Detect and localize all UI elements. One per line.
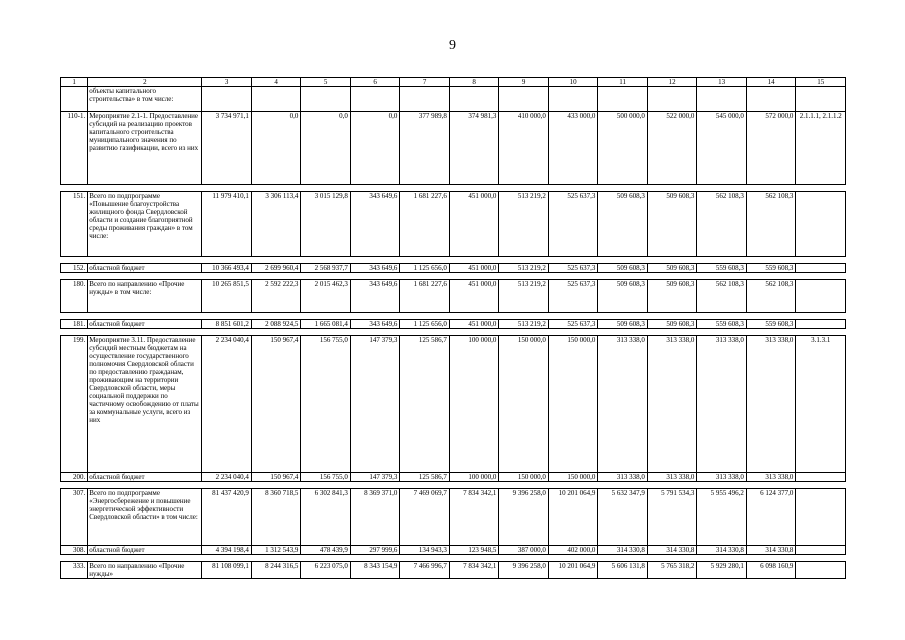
row-reference [796, 489, 846, 546]
row-value: 562 108,3 [697, 280, 747, 313]
row-gap [61, 313, 846, 320]
row-value: 314 330,8 [697, 546, 747, 555]
row-value: 8 369 371,0 [350, 489, 400, 546]
row-gap-cell [61, 185, 846, 192]
row-value: 6 223 075,0 [301, 562, 351, 579]
row-value: 11 979 410,1 [202, 192, 252, 257]
column-header: 3 [202, 78, 252, 87]
row-value: 559 608,3 [697, 264, 747, 273]
row-value: 559 608,3 [697, 320, 747, 329]
row-value: 81 437 420,9 [202, 489, 252, 546]
row-reference [796, 87, 846, 112]
row-value: 433 000,0 [548, 112, 598, 185]
row-value: 100 000,0 [449, 473, 499, 482]
row-gap-cell [61, 482, 846, 489]
row-value: 9 396 258,0 [499, 562, 549, 579]
row-value: 125 586,7 [400, 473, 450, 482]
row-description: объекты капитального строительства» в том числе: [88, 87, 202, 112]
row-value: 5 632 347,9 [598, 489, 648, 546]
row-value: 150 000,0 [499, 336, 549, 473]
row-value: 451 000,0 [449, 264, 499, 273]
row-value: 2 234 040,4 [202, 336, 252, 473]
row-value: 513 219,2 [499, 320, 549, 329]
row-value: 150 967,4 [251, 336, 301, 473]
row-value: 3 734 971,1 [202, 112, 252, 185]
column-header: 15 [796, 78, 846, 87]
row-description: областной бюджет [88, 546, 202, 555]
row-value: 559 608,3 [746, 264, 796, 273]
row-value: 8 851 601,2 [202, 320, 252, 329]
row-value: 513 219,2 [499, 280, 549, 313]
row-value: 0,0 [251, 112, 301, 185]
row-value: 410 000,0 [499, 112, 549, 185]
row-reference [796, 280, 846, 313]
row-reference [796, 264, 846, 273]
row-number: 180. [61, 280, 88, 313]
row-gap [61, 329, 846, 336]
row-value: 1 125 656,0 [400, 264, 450, 273]
row-description: Мероприятие 3.11. Предоставление субсидий местным бюджетам на осуществление государственного полномочия Свердловской области по предоставлению гражданам, проживающим на территории Свердловской области, меры социальной поддержки по частичному освобождению от платы за коммунальные услуги, всего из них [88, 336, 202, 473]
row-value: 314 330,8 [598, 546, 648, 555]
budget-table [60, 77, 846, 579]
row-value: 562 108,3 [746, 192, 796, 257]
row-value: 123 948,5 [449, 546, 499, 555]
row-value: 313 338,0 [647, 336, 697, 473]
row-value: 5 929 280,1 [697, 562, 747, 579]
row-value: 156 755,0 [301, 336, 351, 473]
row-description: областной бюджет [88, 320, 202, 329]
row-value: 313 338,0 [647, 473, 697, 482]
row-value: 134 943,3 [400, 546, 450, 555]
column-header: 1 [61, 78, 88, 87]
row-gap-cell [61, 313, 846, 320]
row-value: 509 608,3 [647, 192, 697, 257]
column-header: 13 [697, 78, 747, 87]
row-value: 509 608,3 [598, 280, 648, 313]
row-value: 6 098 160,9 [746, 562, 796, 579]
row-number: 200. [61, 473, 88, 482]
header-row [61, 78, 846, 87]
row-value: 525 637,3 [548, 280, 598, 313]
row-value: 150 967,4 [251, 473, 301, 482]
row-value: 10 201 064,9 [548, 562, 598, 579]
row-description: Мероприятие 2.1-1. Предоставление субсидий на реализацию проектов капитального строительства муниципального значения по развитию газификации, всего из них [88, 112, 202, 185]
row-number: 199. [61, 336, 88, 473]
row-value: 509 608,3 [647, 264, 697, 273]
page-number: 9 [449, 38, 456, 53]
row-value: 100 000,0 [449, 336, 499, 473]
row-gap-cell [61, 273, 846, 280]
row-value: 451 000,0 [449, 192, 499, 257]
row-value: 509 608,3 [598, 264, 648, 273]
row-value: 156 755,0 [301, 473, 351, 482]
row-value [202, 87, 252, 112]
row-value: 5 955 496,2 [697, 489, 747, 546]
row-value: 313 338,0 [697, 473, 747, 482]
row-value [746, 87, 796, 112]
row-value [400, 87, 450, 112]
row-value [647, 87, 697, 112]
row-value [350, 87, 400, 112]
row-value: 5 791 534,3 [647, 489, 697, 546]
table-row [61, 473, 846, 482]
column-header: 9 [499, 78, 549, 87]
row-value: 0,0 [301, 112, 351, 185]
row-value: 1 665 081,4 [301, 320, 351, 329]
row-description: Всего по подпрограмме «Повышение благоустройства жилищного фонда Свердловской области и создание благоприятной среды проживания граждан» в том числе: [88, 192, 202, 257]
row-value: 10 201 064,9 [548, 489, 598, 546]
row-gap [61, 185, 846, 192]
row-value: 2 699 960,4 [251, 264, 301, 273]
row-value: 150 000,0 [499, 473, 549, 482]
row-value: 1 125 656,0 [400, 320, 450, 329]
row-reference [796, 473, 846, 482]
row-gap [61, 555, 846, 562]
row-value: 559 608,3 [746, 320, 796, 329]
row-value [598, 87, 648, 112]
row-value: 10 366 493,4 [202, 264, 252, 273]
row-number: 181. [61, 320, 88, 329]
row-value: 5 606 131,8 [598, 562, 648, 579]
row-value: 313 338,0 [697, 336, 747, 473]
column-header: 6 [350, 78, 400, 87]
row-gap-cell [61, 555, 846, 562]
row-value: 2 015 462,3 [301, 280, 351, 313]
row-number: 151. [61, 192, 88, 257]
row-gap-cell [61, 329, 846, 336]
row-value: 562 108,3 [697, 192, 747, 257]
column-header: 14 [746, 78, 796, 87]
row-value: 313 338,0 [746, 473, 796, 482]
column-header: 12 [647, 78, 697, 87]
row-value: 1 681 227,6 [400, 192, 450, 257]
row-value [499, 87, 549, 112]
row-number: 333. [61, 562, 88, 579]
row-value: 5 765 318,2 [647, 562, 697, 579]
row-value: 150 000,0 [548, 336, 598, 473]
table-row [61, 112, 846, 185]
row-reference [796, 192, 846, 257]
table-row [61, 489, 846, 546]
row-value: 1 681 227,6 [400, 280, 450, 313]
row-description: Всего по направлению «Прочие нужды» в том числе: [88, 280, 202, 313]
row-value: 6 124 377,0 [746, 489, 796, 546]
column-header: 4 [251, 78, 301, 87]
row-value: 513 219,2 [499, 264, 549, 273]
column-header: 5 [301, 78, 351, 87]
column-header: 10 [548, 78, 598, 87]
row-value: 313 338,0 [598, 336, 648, 473]
table-row [61, 336, 846, 473]
row-value: 8 244 316,5 [251, 562, 301, 579]
row-value: 500 000,0 [598, 112, 648, 185]
row-value [697, 87, 747, 112]
row-reference [796, 320, 846, 329]
row-value: 7 469 069,7 [400, 489, 450, 546]
row-value: 81 108 099,1 [202, 562, 252, 579]
row-number: 308. [61, 546, 88, 555]
row-value: 343 649,6 [350, 280, 400, 313]
row-value: 3 306 113,4 [251, 192, 301, 257]
row-number [61, 87, 88, 112]
row-value: 313 338,0 [746, 336, 796, 473]
row-value: 147 379,3 [350, 336, 400, 473]
row-value: 147 379,3 [350, 473, 400, 482]
row-value: 10 265 851,5 [202, 280, 252, 313]
row-value: 343 649,6 [350, 320, 400, 329]
row-value: 525 637,3 [548, 320, 598, 329]
row-value: 387 000,0 [499, 546, 549, 555]
row-value: 2 234 040,4 [202, 473, 252, 482]
row-number: 152. [61, 264, 88, 273]
row-value: 451 000,0 [449, 320, 499, 329]
row-reference [796, 546, 846, 555]
row-value: 572 000,0 [746, 112, 796, 185]
row-value: 7 466 996,7 [400, 562, 450, 579]
row-value [251, 87, 301, 112]
row-value: 0,0 [350, 112, 400, 185]
row-reference: 2.1.1.1, 2.1.1.2 [796, 112, 846, 185]
row-value: 402 000,0 [548, 546, 598, 555]
row-value [301, 87, 351, 112]
row-value: 513 219,2 [499, 192, 549, 257]
table-row [61, 320, 846, 329]
row-value: 314 330,8 [647, 546, 697, 555]
row-value: 7 834 342,1 [449, 489, 499, 546]
row-value: 2 592 222,3 [251, 280, 301, 313]
table-row [61, 192, 846, 257]
row-value: 377 989,8 [400, 112, 450, 185]
row-value: 522 000,0 [647, 112, 697, 185]
row-value: 297 999,6 [350, 546, 400, 555]
row-gap [61, 482, 846, 489]
row-value: 8 343 154,9 [350, 562, 400, 579]
row-value: 6 302 841,3 [301, 489, 351, 546]
row-value [548, 87, 598, 112]
row-description: Всего по подпрограмме «Энергосбережение и повышение энергетической эффективности Свердловской области» в том числе: [88, 489, 202, 546]
row-value: 478 439,9 [301, 546, 351, 555]
row-value: 2 568 937,7 [301, 264, 351, 273]
table-row [61, 87, 846, 112]
row-value: 1 312 543,9 [251, 546, 301, 555]
row-value: 7 834 342,1 [449, 562, 499, 579]
row-value: 509 608,3 [598, 192, 648, 257]
row-value: 525 637,3 [548, 192, 598, 257]
row-value: 150 000,0 [548, 473, 598, 482]
row-value: 313 338,0 [598, 473, 648, 482]
row-gap [61, 257, 846, 264]
row-reference [796, 562, 846, 579]
row-value: 3 015 129,8 [301, 192, 351, 257]
table-row [61, 264, 846, 273]
row-value: 4 394 198,4 [202, 546, 252, 555]
row-value: 374 981,3 [449, 112, 499, 185]
table-row [61, 546, 846, 555]
column-header: 2 [88, 78, 202, 87]
row-reference: 3.1.3.1 [796, 336, 846, 473]
row-value: 2 088 924,5 [251, 320, 301, 329]
row-value: 545 000,0 [697, 112, 747, 185]
row-number: 110-1. [61, 112, 88, 185]
row-value: 509 608,3 [647, 320, 697, 329]
row-description: Всего по направлению «Прочие нужды» [88, 562, 202, 579]
column-header: 11 [598, 78, 648, 87]
row-number: 307. [61, 489, 88, 546]
column-header: 8 [449, 78, 499, 87]
row-gap [61, 273, 846, 280]
row-value: 8 360 718,5 [251, 489, 301, 546]
row-value: 509 608,3 [647, 280, 697, 313]
row-value: 343 649,6 [350, 264, 400, 273]
row-gap-cell [61, 257, 846, 264]
row-value [449, 87, 499, 112]
column-header: 7 [400, 78, 450, 87]
table-row [61, 562, 846, 579]
row-value: 9 396 258,0 [499, 489, 549, 546]
row-value: 314 330,8 [746, 546, 796, 555]
row-value: 451 000,0 [449, 280, 499, 313]
table-row [61, 280, 846, 313]
row-value: 343 649,6 [350, 192, 400, 257]
row-value: 509 608,3 [598, 320, 648, 329]
row-value: 562 108,3 [746, 280, 796, 313]
row-description: областной бюджет [88, 264, 202, 273]
row-description: областной бюджет [88, 473, 202, 482]
row-value: 525 637,3 [548, 264, 598, 273]
row-value: 125 586,7 [400, 336, 450, 473]
